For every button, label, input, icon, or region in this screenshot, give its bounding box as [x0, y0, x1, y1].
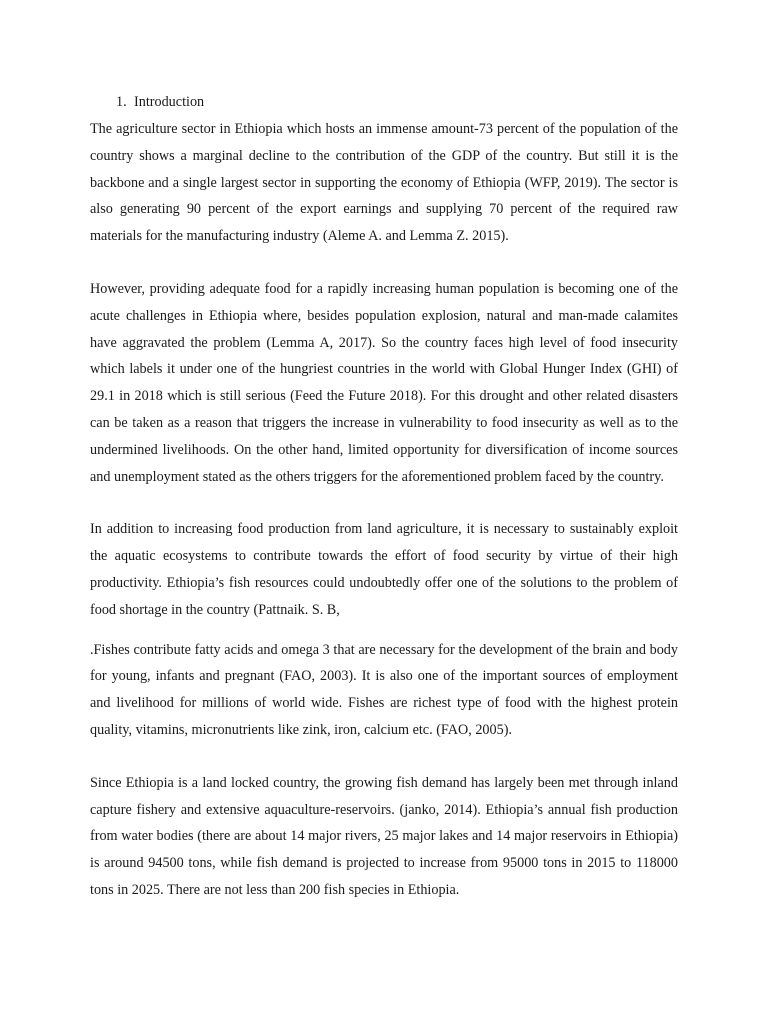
- document-page: [90, 92, 678, 904]
- section-number: 1.: [116, 94, 127, 110]
- paragraph-fish-nutrition: .Fishes contribute fatty acids and omega 3 that are necessary for the development of the brain and body for young, infants and pregnant (FAO, 2003). It is also one of the important sources of employment and livelihood for millions of world wide. Fishes are richest type of food with the highest protein quality, vitamins, micronutrients like zink, iron, calcium etc. (FAO, 2005).: [90, 641, 678, 738]
- section-title: Introduction: [134, 94, 205, 110]
- paragraph-food-insecurity: However, providing adequate food for a rapidly increasing human population is becoming one of the acute challenges in Ethiopia where, besides population explosion, natural and man-made calamites have aggravated the problem (Lemma A, 2017). So the country faces high level of food insecurity which labels it under one of the hungriest countries in the world with Global Hunger Index (GHI) of 29.1 in 2018 which is still serious (Feed the Future 2018). For this drought and other related disasters can be taken as a reason that triggers the increase in vulnerability to food insecurity as well as to the undermined livelihoods. On the other hand, limited opportunity for diversification of income sources and unemployment stated as the others triggers for the aforementioned problem faced by the country.: [90, 280, 678, 485]
- section-heading: [90, 92, 678, 112]
- paragraph-agriculture-sector: The agriculture sector in Ethiopia which hosts an immense amount-73 percent of the population of the country shows a marginal decline to the contribution of the GDP of the country. But still it is the backbone and a single largest sector in supporting the economy of Ethiopia (WFP, 2019). The sector is also generating 90 percent of the export earnings and supplying 70 percent of the required raw materials for the manufacturing industry (Aleme A. and Lemma Z. 2015).: [90, 121, 678, 245]
- paragraph-fish-demand: Since Ethiopia is a land locked country, the growing fish demand has largely been met through inland capture fishery and extensive aquaculture-reservoirs. (janko, 2014). Ethiopia’s annual fish production from water bodies (there are about 14 major rivers, 25 major lakes and 14 major reservoirs in Ethiopia) is around 94500 tons, while fish demand is projected to increase from 95000 tons in 2015 to 118000 tons in 2025. There are not less than 200 fish species in Ethiopia.: [90, 774, 678, 898]
- paragraph-aquatic-ecosystems: In addition to increasing food production from land agriculture, it is necessary to sustainably exploit the aquatic ecosystems to contribute towards the effort of food security by virtue of their high productivity. Ethiopia’s fish resources could undoubtedly offer one of the solutions to the problem of food shortage in the country (Pattnaik. S. B,: [90, 521, 678, 618]
